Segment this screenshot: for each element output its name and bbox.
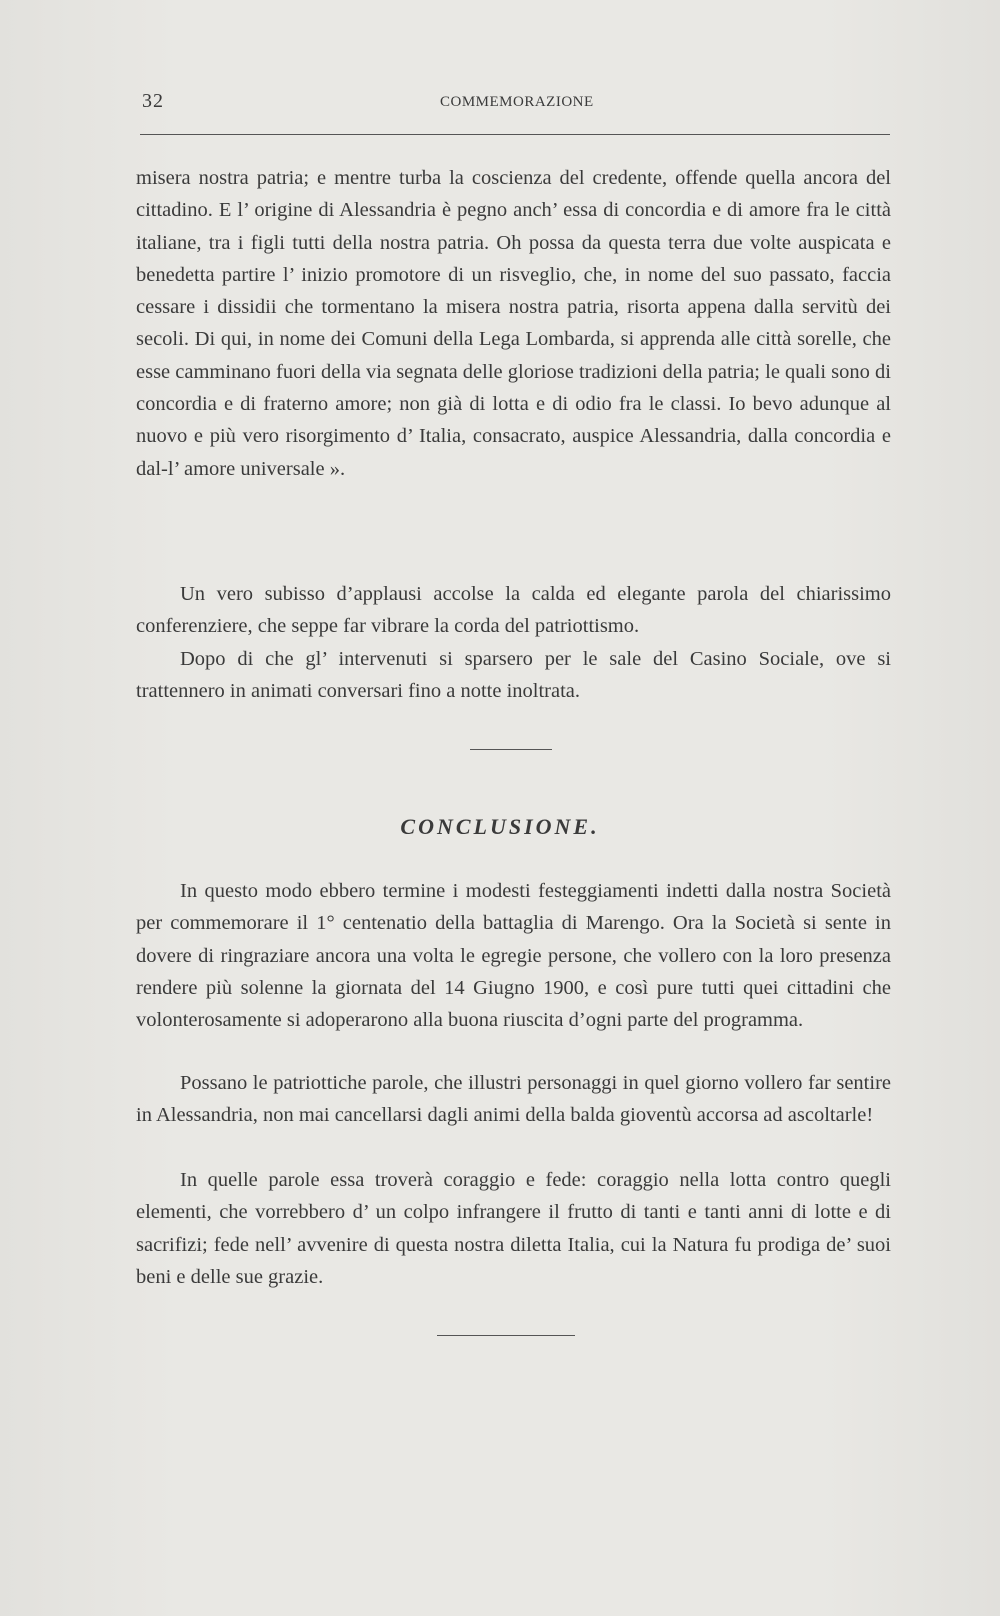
header-rule [140, 134, 890, 135]
end-divider [437, 1335, 575, 1336]
paragraph-casino: Dopo di che gl’ intervenuti si sparsero per le sale del Casino Sociale, ove si trattennero in animati conversari fino a notte inoltrata. [136, 648, 891, 703]
paragraph-conclusion-3: In quelle parole essa troverà coraggio e fede: coraggio nella lotta contro quegli elementi, che vorrebbero d’ un colpo infrangere il frutto di tanti e tanti anni di lotte e di sacrifizi; fede nell’ avvenire di questa nostra diletta Italia, cui la Natura fu prodiga de’ suoi beni e delle sue grazie. [136, 1169, 891, 1288]
paragraph-toast-end: misera nostra patria; e mentre turba la coscienza del credente, offende quella ancora del cittadino. E l’ origine di Alessandria è pegno anch’ essa di concordia e di amore fra le città italiane, tra i figli tutti della nostra patria. Oh possa da questa terra due volte auspicata e benedetta partire l’ inizio promotore di un risveglio, che, in nome del suo passato, faccia cessare i dissidii che tormentano la misera nostra patria, risorta appena dalla servitù dei secoli. Di qui, in nome dei Comuni della Lega Lombarda, si apprenda alle città sorelle, che esse camminano fuori della via segnata delle gloriose tradizioni della patria; le quali sono di concordia e di fraterno amore; non già di lotta e di odio fra le classi. Io bevo adunque al nuovo e più vero risorgimento d’ Italia, consacrato, auspice Alessandria, dalla concordia e dal-l’ amore universale ». [136, 167, 891, 480]
page-header [140, 90, 890, 114]
section-divider [470, 749, 552, 750]
section-title: CONCLUSIONE. [400, 814, 600, 839]
paragraph-conclusion-2: Possano le patriottiche parole, che illustri personaggi in quel giorno vollero far sentire in Alessandria, non mai cancellarsi dagli animi della balda gioventù accorsa ad ascoltarle! [136, 1072, 891, 1127]
running-head: COMMEMORAZIONE [440, 94, 594, 110]
paragraph-applause: Un vero subisso d’applausi accolse la calda ed elegante parola del chiarissimo conferenziere, che seppe far vibrare la corda del patriottismo. [136, 583, 891, 638]
paragraph-conclusion-1: In questo modo ebbero termine i modesti festeggiamenti indetti dalla nostra Società per commemorare il 1° centenatio della battaglia di Marengo. Ora la Società si sente in dovere di ringraziare ancora una volta le egregie persone, che vollero con la loro presenza rendere più solenne la giornata del 14 Giugno 1900, e così pure tutti quei cittadini che volonterosamente si adoperarono alla buona riuscita d’ogni parte del programma. [136, 880, 891, 1032]
page-number: 32 [142, 90, 164, 112]
